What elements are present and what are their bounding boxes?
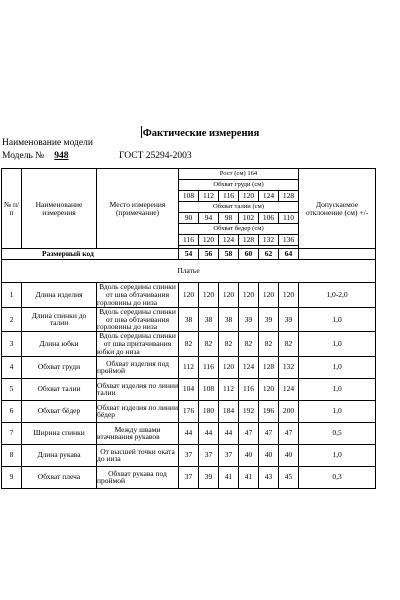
measurement-value: 184 — [219, 400, 239, 422]
measurement-value: 128 — [259, 356, 279, 378]
table-row — [2, 444, 376, 466]
measurement-value: 200 — [279, 400, 299, 422]
header-waist: Обхват талии (см) — [179, 202, 299, 213]
measurement-place: Обхват изделия по линии бёдер — [97, 400, 179, 422]
section-title: Платье — [2, 260, 376, 283]
measurement-name: Обхват плеча — [22, 466, 97, 488]
size-code-cell: 54 — [179, 249, 199, 260]
model-number-line — [2, 151, 73, 161]
measurement-value: 40 — [279, 444, 299, 466]
measurement-place: Обхват изделия под проймой — [97, 356, 179, 378]
measurement-value: 37 — [179, 444, 199, 466]
row-number: 7 — [2, 422, 22, 444]
measurement-value: 108 — [199, 378, 219, 400]
table-row — [2, 400, 376, 422]
measurement-value: 180 — [199, 400, 219, 422]
measurement-value: 41 — [219, 466, 239, 488]
tolerance-value: 1,0 — [299, 378, 376, 400]
measurement-place: Вдоль середины спинки от шва обтачивания горловины до низа — [97, 307, 179, 332]
measurement-place: Вдоль середины спинки от шва обтачивания горловины до низа — [97, 283, 179, 308]
header-measurement-place: Место измерения (примечание) — [97, 169, 179, 249]
tolerance-value: 0,5 — [299, 422, 376, 444]
measurement-value: 39 — [259, 307, 279, 332]
table-row — [2, 356, 376, 378]
header-measurement-name: Наименование измерения — [22, 169, 97, 249]
measurement-name: Длина рукава — [22, 444, 97, 466]
hip-size-cell: 116 — [179, 235, 199, 246]
measurement-value: 116 — [239, 378, 259, 400]
waist-size-cell: 110 — [279, 213, 299, 224]
header-no: № п/п — [2, 169, 22, 249]
chest-size-cell: 128 — [279, 191, 299, 202]
measurement-value: 47 — [259, 422, 279, 444]
measurement-value: 40 — [239, 444, 259, 466]
table-row — [2, 378, 376, 400]
measurement-value: 39 — [239, 307, 259, 332]
tolerance-value: 0,3 — [299, 466, 376, 488]
measurement-value: 82 — [239, 332, 259, 357]
header-height: Рост (см) 164 — [179, 169, 299, 180]
hip-size-cell: 128 — [239, 235, 259, 246]
row-number: 8 — [2, 444, 22, 466]
measurement-name: Длина изделия — [22, 283, 97, 308]
measurement-value: 38 — [199, 307, 219, 332]
measurement-value: 37 — [179, 466, 199, 488]
table-row — [2, 307, 376, 332]
model-number-value: 948 — [54, 151, 69, 161]
measurement-name: Ширина спинки — [22, 422, 97, 444]
row-number: 1 — [2, 283, 22, 308]
measurement-name: Обхват талии — [22, 378, 97, 400]
hip-size-cell: 136 — [279, 235, 299, 246]
measurement-value: 176 — [179, 400, 199, 422]
size-code-label: Размерный код — [2, 249, 179, 260]
tolerance-value: 1,0 — [299, 356, 376, 378]
measurement-value: 120 — [179, 283, 199, 308]
hip-size-cell: 132 — [259, 235, 279, 246]
gost-standard: ГОСТ 25294-2003 — [119, 151, 192, 161]
hip-size-cell: 120 — [199, 235, 219, 246]
measurement-name: Обхват груди — [22, 356, 97, 378]
tolerance-value: 1,0 — [299, 332, 376, 357]
chest-size-cell: 116 — [219, 191, 239, 202]
measurement-value: 37 — [199, 444, 219, 466]
tolerance-value: 1,0 — [299, 444, 376, 466]
tolerance-value: 1,0-2,0 — [299, 283, 376, 308]
measurement-value: 120 — [259, 378, 279, 400]
measurement-value: 47 — [279, 422, 299, 444]
measurement-value: 196 — [259, 400, 279, 422]
measurement-value: 132 — [279, 356, 299, 378]
waist-size-cell: 98 — [219, 213, 239, 224]
measurement-value: 39 — [199, 466, 219, 488]
measurement-value: 120 — [259, 283, 279, 308]
measurement-value: 39 — [279, 307, 299, 332]
size-code-cell: 64 — [279, 249, 299, 260]
table-row — [2, 283, 376, 308]
measurement-value: 124 — [239, 356, 259, 378]
waist-size-cell: 94 — [199, 213, 219, 224]
measurement-value: 44 — [199, 422, 219, 444]
header-tolerance: Допускаемое отклонение (см) +/- — [299, 169, 376, 249]
measurement-value: 43 — [259, 466, 279, 488]
header-hip: Обхват бедер (см) — [179, 224, 299, 235]
measurement-value: 112 — [219, 378, 239, 400]
measurement-value: 120 — [219, 283, 239, 308]
row-number: 2 — [2, 307, 22, 332]
tolerance-value: 1,0 — [299, 400, 376, 422]
table-row — [2, 422, 376, 444]
waist-size-cell: 102 — [239, 213, 259, 224]
waist-size-cell: 90 — [179, 213, 199, 224]
measurement-name: Длина юбки — [22, 332, 97, 357]
measurement-value: 192 — [239, 400, 259, 422]
measurement-value: 82 — [219, 332, 239, 357]
measurement-value: 120 — [199, 283, 219, 308]
measurement-name: Обхват бёдер — [22, 400, 97, 422]
measurement-value: 38 — [219, 307, 239, 332]
measurement-value: 40 — [259, 444, 279, 466]
chest-size-cell: 108 — [179, 191, 199, 202]
measurement-value: 116 — [199, 356, 219, 378]
measurement-value: 38 — [179, 307, 199, 332]
table-row — [2, 332, 376, 357]
measurement-name: Длина спинки до талии — [22, 307, 97, 332]
measurement-value: 41 — [239, 466, 259, 488]
table-row — [2, 466, 376, 488]
size-code-tolerance-blank — [299, 249, 376, 260]
chest-size-cell: 120 — [239, 191, 259, 202]
row-number: 5 — [2, 378, 22, 400]
size-code-cell: 60 — [239, 249, 259, 260]
measurement-value: 82 — [179, 332, 199, 357]
measurement-value: 82 — [279, 332, 299, 357]
measurement-value: 112 — [179, 356, 199, 378]
row-number: 6 — [2, 400, 22, 422]
measurement-place: Между швами втачивания рукавов — [97, 422, 179, 444]
measurement-value: 124 — [279, 378, 299, 400]
measurement-value: 104 — [179, 378, 199, 400]
measurement-value: 82 — [199, 332, 219, 357]
row-number: 3 — [2, 332, 22, 357]
measurement-value: 45 — [279, 466, 299, 488]
tolerance-value: 1,0 — [299, 307, 376, 332]
measurement-place: Вдоль середины спинки от шва притачивания юбки до низа — [97, 332, 179, 357]
chest-size-cell: 112 — [199, 191, 219, 202]
header-chest: Обхват груди (см) — [179, 180, 299, 191]
size-code-cell: 62 — [259, 249, 279, 260]
model-number-label: Модель № — [2, 151, 45, 161]
measurement-value: 44 — [179, 422, 199, 444]
measurement-value: 37 — [219, 444, 239, 466]
measurement-value: 120 — [239, 283, 259, 308]
measurement-value: 120 — [279, 283, 299, 308]
chest-size-cell: 124 — [259, 191, 279, 202]
size-code-cell: 56 — [199, 249, 219, 260]
model-name-label: Наименование модели — [2, 138, 93, 148]
measurement-value: 120 — [219, 356, 239, 378]
row-number: 9 — [2, 466, 22, 488]
measurement-value: 47 — [239, 422, 259, 444]
measurement-place: Обхват рукава под проймой — [97, 466, 179, 488]
measurement-place: От высшей точки оката до низа — [97, 444, 179, 466]
size-code-cell: 58 — [219, 249, 239, 260]
measurement-value: 82 — [259, 332, 279, 357]
row-number: 4 — [2, 356, 22, 378]
measurement-value: 44 — [219, 422, 239, 444]
measurements-table — [1, 168, 376, 489]
text-cursor-bar — [141, 126, 142, 138]
document-title-text: Фактические измерения — [142, 128, 260, 139]
measurement-place: Обхват изделия по линии талии — [97, 378, 179, 400]
hip-size-cell: 124 — [219, 235, 239, 246]
waist-size-cell: 106 — [259, 213, 279, 224]
